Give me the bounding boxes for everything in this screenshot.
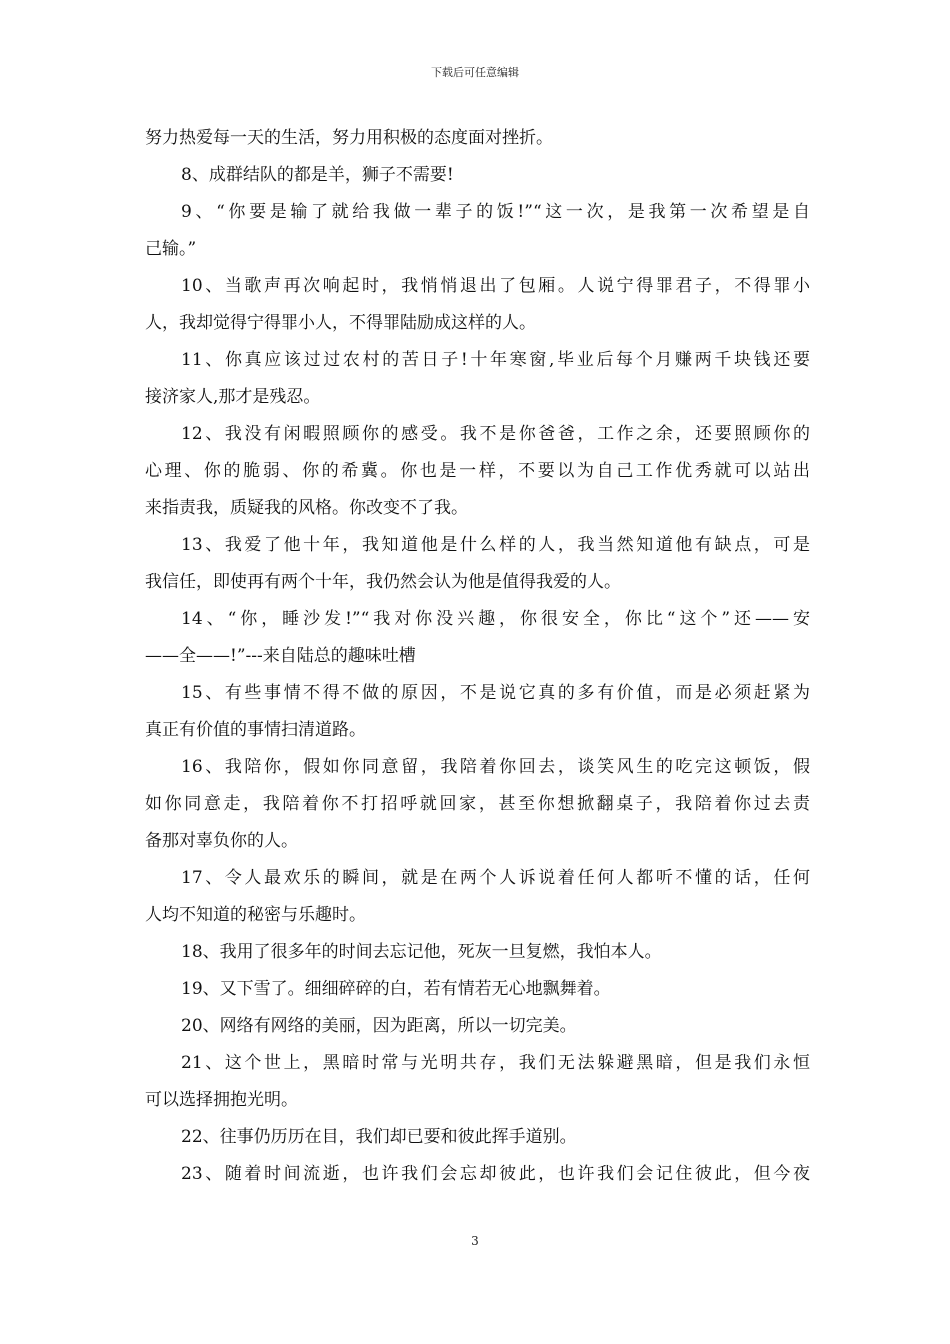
text-line: 备那对辜负你的人。 <box>145 831 298 851</box>
text-line: 14、“你，睡沙发!”“我对你没兴趣，你很安全，你比“这个”还——安 <box>181 609 810 629</box>
text-line: 如你同意走，我陪着你不打招呼就回家，甚至你想掀翻桌子，我陪着你过去责 <box>145 794 810 814</box>
text-line: 11、你真应该过过农村的苦日子!十年寒窗,毕业后每个月赚两千块钱还要 <box>181 350 810 370</box>
text-line: 人均不知道的秘密与乐趣时。 <box>145 905 366 925</box>
text-line: 12、我没有闲暇照顾你的感受。我不是你爸爸，工作之余，还要照顾你的 <box>181 424 810 444</box>
document-body <box>145 120 810 1193</box>
text-line: 真正有价值的事情扫清道路。 <box>145 720 366 740</box>
text-line: ——全——!”---来自陆总的趣味吐槽 <box>145 646 416 666</box>
text-line: 9、“你要是输了就给我做一辈子的饭!”“这一次，是我第一次希望是自 <box>181 202 810 222</box>
text-line: 21、这个世上，黑暗时常与光明共存，我们无法躲避黑暗，但是我们永恒 <box>181 1053 810 1073</box>
text-line: 23、随着时间流逝，也许我们会忘却彼此，也许我们会记住彼此，但今夜 <box>181 1164 810 1184</box>
text-line: 20、网络有网络的美丽，因为距离，所以一切完美。 <box>181 1016 577 1036</box>
page-number: 3 <box>471 1234 479 1248</box>
text-line: 16、我陪你，假如你同意留，我陪着你回去，谈笑风生的吃完这顿饭，假 <box>181 757 810 777</box>
text-line: 可以选择拥抱光明。 <box>145 1090 298 1110</box>
text-line: 我信任，即使再有两个十年，我仍然会认为他是值得我爱的人。 <box>145 572 621 592</box>
text-line: 8、成群结队的都是羊，狮子不需要! <box>181 165 454 185</box>
text-line: 己输。” <box>145 239 197 259</box>
text-line: 人，我却觉得宁得罪小人，不得罪陆励成这样的人。 <box>145 313 536 333</box>
text-line: 18、我用了很多年的时间去忘记他，死灰一旦复燃，我怕本人。 <box>181 942 662 962</box>
text-line: 19、又下雪了。细细碎碎的白，若有情若无心地飘舞着。 <box>181 979 611 999</box>
text-line: 17、令人最欢乐的瞬间，就是在两个人诉说着任何人都听不懂的话，任何 <box>181 868 810 888</box>
text-line: 来指责我，质疑我的风格。你改变不了我。 <box>145 498 468 518</box>
text-line: 心理、你的脆弱、你的希冀。你也是一样，不要以为自己工作优秀就可以站出 <box>145 461 810 481</box>
text-line: 22、往事仍历历在目，我们却已要和彼此挥手道别。 <box>181 1127 577 1147</box>
text-line: 13、我爱了他十年，我知道他是什么样的人，我当然知道他有缺点，可是 <box>181 535 810 555</box>
text-line: 努力热爱每一天的生活，努力用积极的态度面对挫折。 <box>145 128 553 148</box>
page-header: 下载后可任意编辑 <box>431 66 519 79</box>
text-line: 10、当歌声再次响起时，我悄悄退出了包厢。人说宁得罪君子，不得罪小 <box>181 276 810 296</box>
text-line: 15、有些事情不得不做的原因，不是说它真的多有价值，而是必须赶紧为 <box>181 683 810 703</box>
text-line: 接济家人,那才是残忍。 <box>145 387 321 407</box>
